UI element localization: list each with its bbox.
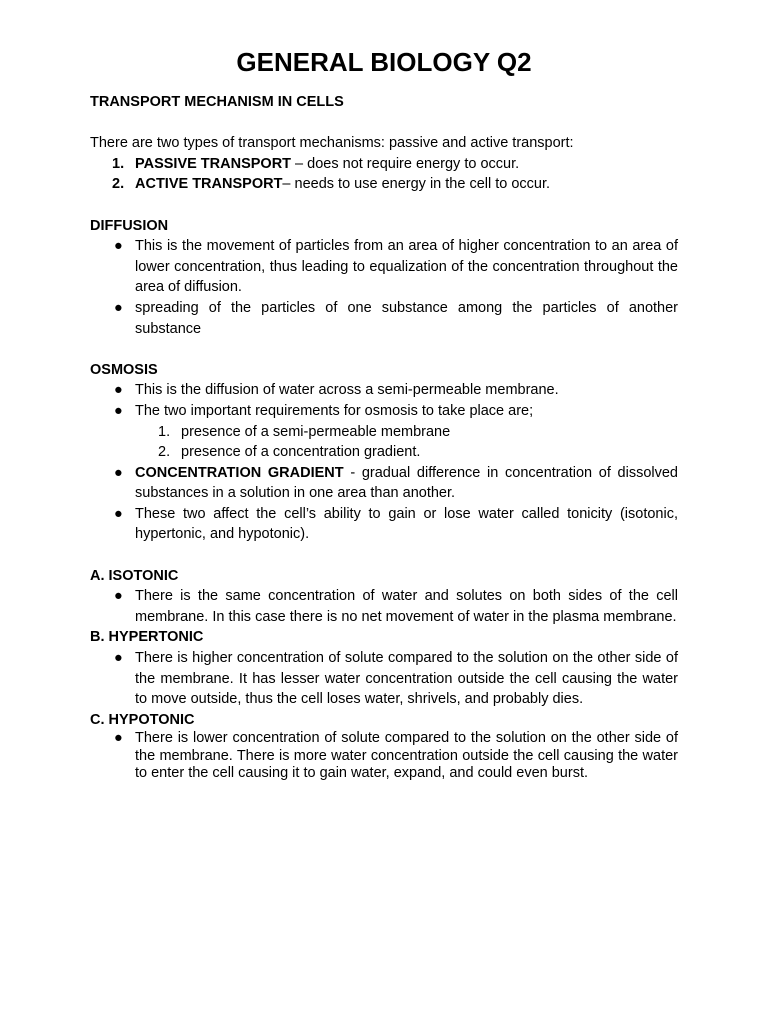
list-item <box>90 236 678 298</box>
bullet-text: There is the same concentration of water and solutes on both sides of the cell membrane. In this case there is no net movement of water in the plasma membrane. <box>135 588 678 625</box>
list-item <box>90 504 678 545</box>
bullet-icon: ● <box>114 382 123 399</box>
sub-list-item <box>90 442 678 463</box>
list-number: 1. <box>112 155 125 172</box>
sub-list-item <box>90 422 678 443</box>
bullet-text: The two important requirements for osmosis to take place are; <box>135 402 534 419</box>
isotonic-heading: A. ISOTONIC <box>90 567 179 584</box>
bullet-icon: ● <box>114 299 123 316</box>
bullet-icon: ● <box>114 650 123 667</box>
sub-list-text: presence of a semi-permeable membrane <box>181 423 451 440</box>
list-item <box>90 586 678 627</box>
bullet-icon: ● <box>114 730 123 747</box>
osmosis-heading: OSMOSIS <box>90 361 158 378</box>
section-heading: TRANSPORT MECHANISM IN CELLS <box>90 94 344 110</box>
list-item <box>90 380 678 401</box>
list-item-text: – needs to use energy in the cell to occur. <box>282 176 551 193</box>
diffusion-heading: DIFFUSION <box>90 217 169 234</box>
list-item <box>90 298 678 339</box>
list-number: 2. <box>158 444 171 461</box>
bullet-text: There is higher concentration of solute compared to the solution on the other side of the membrane. It has lesser water concentration outside the cell causing the water to move outside, thus the cell loses water, shrivels, and probably dies. <box>135 650 678 708</box>
bullet-icon: ● <box>114 588 123 605</box>
hypotonic-heading: C. HYPOTONIC <box>90 711 195 728</box>
list-number: 2. <box>112 176 125 193</box>
document-title: GENERAL BIOLOGY Q2 <box>236 47 532 77</box>
list-number: 1. <box>158 423 171 440</box>
list-item <box>90 174 678 195</box>
list-item-label: ACTIVE TRANSPORT <box>135 176 283 193</box>
hypertonic-heading: B. HYPERTONIC <box>90 629 204 646</box>
list-item-text: – does not require energy to occur. <box>291 155 520 172</box>
bullet-text: These two affect the cell’s ability to gain or lose water called tonicity (isotonic, hypertonic, and hypotonic). <box>135 505 678 543</box>
bullet-label: CONCENTRATION GRADIENT <box>135 464 344 481</box>
list-item <box>90 648 678 710</box>
bullet-icon: ● <box>114 464 123 481</box>
bullet-text: There is lower concentration of solute compared to the solution on the other side of the membrane. There is more water concentration outside the cell causing the water to enter the cell causing it to gain water, expand, and could even burst. <box>135 730 678 782</box>
bullet-icon: ● <box>114 402 123 419</box>
sub-list-text: presence of a concentration gradient. <box>181 444 421 461</box>
list-item <box>90 401 678 422</box>
bullet-text: spreading of the particles of one substance among the particles of another substance <box>135 299 678 337</box>
list-item <box>90 463 678 504</box>
list-item <box>90 154 678 175</box>
list-item <box>90 730 678 783</box>
bullet-icon: ● <box>114 238 123 255</box>
list-item-label: PASSIVE TRANSPORT <box>135 155 292 172</box>
document-body <box>90 92 678 783</box>
bullet-text: This is the diffusion of water across a semi-permeable membrane. <box>135 382 559 399</box>
bullet-icon: ● <box>114 505 123 522</box>
bullet-text: This is the movement of particles from an area of higher concentration to an area of lower concentration, thus leading to equalization of the concentration throughout the area of diffusion. <box>135 238 678 296</box>
bullet-text: - gradual difference in concentration of dissolved substances in a solution in one area than another. <box>135 464 679 502</box>
intro-paragraph: There are two types of transport mechanisms: passive and active transport: <box>90 135 574 152</box>
